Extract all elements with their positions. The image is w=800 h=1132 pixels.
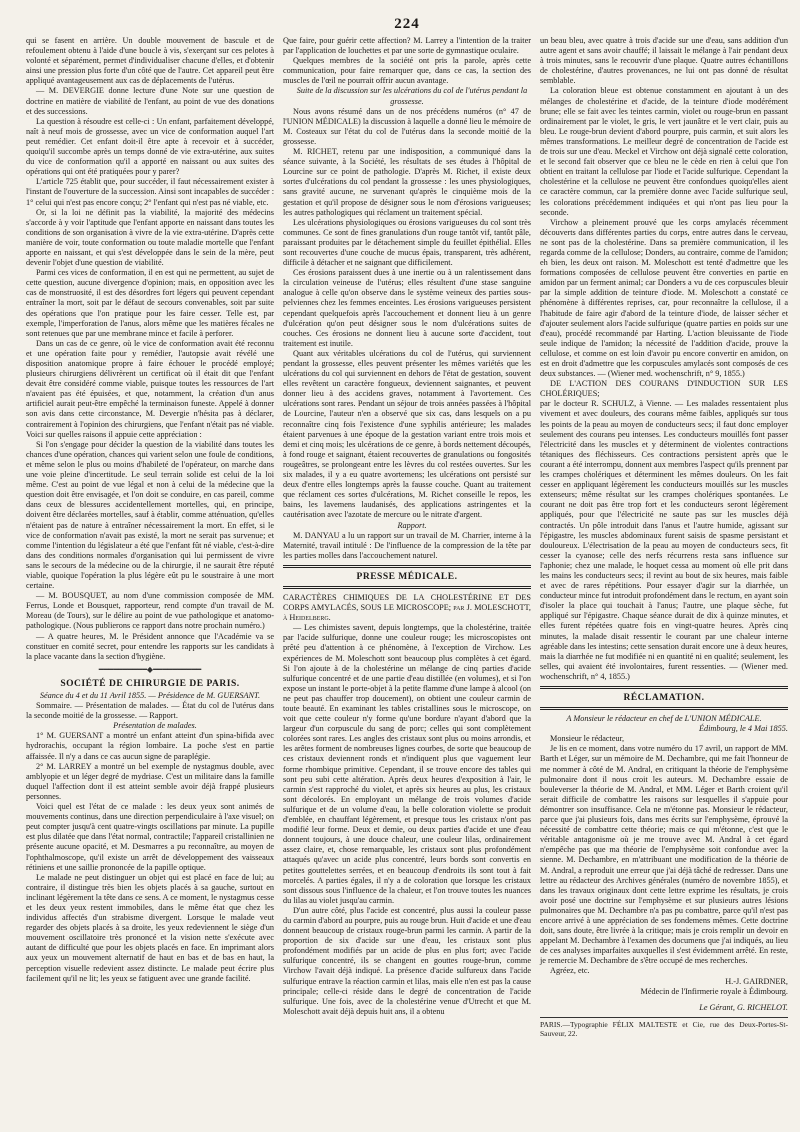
paragraph: Je lis en ce moment, dans votre numéro du 17 avril, un rapport de MM. Barth et Léger, sur un mémoire de M. Dechambre, qui me fait l'honneur de me nommer à côté de M. Andral, en critiquant la théorie de l'emphysème pulmonaire dont il nous croit les auteurs. M. Dechambre essaie de bouleverser la théorie de M. Andral, et MM. Léger et Barth croient qu'il serait difficile de combattre les raisons sur lesquelles il s'appuie pour démontrer son insuffisance. Cela ne m'étonne pas. Monsieur le rédacteur, parce que j'ai plusieurs fois, dans mes écrits sur l'emphysème, éprouvé la nécessité de combattre cette théorie; mais ce qui m'étonne, c'est que le véritable antagonisme où je me trouve avec M. Andral à cet égard n'empêche pas que ma théorie de l'emphysème soit confondue avec la sienne. M. Dechambre, en m'attribuant une modification de la théorie de M. Andral, a reproduit une erreur que j'ai déjà tâché de redresser. Dans une lettre au rédacteur des Archives générales (numéro de novembre 1855), et dans les travaux originaux dont cette lettre exprime les résultats, je crois avoir posé une doctrine sur l'emphysème et sur plusieurs autres lésions pulmonaires que M. Dechambre n'a pas pu combattre, parce qu'il n'est pas encore arrivé à une appréciation de ses fondemens mêmes. Cette doctrine doit, sans doute, être livrée à la critique; mais je crois remplir un devoir en appelant M. Dechambre à l'examen des documens que j'ai indiqués, au lieu de ces analyses imparfaites auxquelles il s'est évidemment arrêté. En reste, je remercie M. Dechambre de s'être occupé de mes recherches. xyxy=(540,744,788,966)
column-3 xyxy=(540,36,788,1038)
letter-place-date: Édimbourg, le 4 Mai 1855. xyxy=(698,724,788,734)
paragraph: Voici quel est l'état de ce malade : les deux yeux sont animés de mouvements continus, dans une direction perpendiculaire à l'axe visuel; on peut compter jusqu'à cent quatre-vingts oscillations par minute. La pupille est plus dilatée que dans l'état normal, contractile; l'appareil cristallinien ne présente aucune opacité, et M. Desmarres a pu reconnaître, au moyen de l'ophthalmoscope, qu'il existe un arrêt de développement des vaisseaux rétiniens et une saillie prononcée de la papille optique. xyxy=(26,802,274,872)
paragraph: L'article 725 établit que, pour succéder, il faut nécessairement exister à l'instant de l'ouverture de la succession. Ainsi sont incapables de succéder : 1° celui qui n'est pas encore conçu; 2° l'enfant qui n'est pas né viable, etc. xyxy=(26,177,274,207)
section-title: RÉCLAMATION. xyxy=(623,693,705,703)
summary: Sommaire. — Présentation de malades. — État du col de l'utérus dans la seconde moitié de la grossesse. — Rapport. xyxy=(26,701,274,721)
paragraph: Quant aux véritables ulcérations du col de l'utérus, qui surviennent pendant la grossesse, elles peuvent présenter les mêmes variétés que les ulcérations du col qui surviennent en dehors de l'état de gestation, souvent elles revêtent un caractère fongueux, deviennent saignantes, et peuvent donner lieu à des accidens graves, notamment à l'avortement. Ces ulcérations sont rares. Pendant un séjour de trois années passées à l'hôpital de Lourcine, l'auteur n'en a observé que six cas, dans lesquels on a pu reconnaître cinq fois l'existence d'une syphilis antérieure; les malades étaient parvenues à une époque de la gestation variant entre trois mois et demi et cinq mois; les ulcérations de ce genre, à bords nettement découpés, à fond rouge et saignant, étaient recouvertes de granulations ou fongosités rougeâtres, se prolongeant entre les lèvres du col restées ouvertes. Sur les six malades, il y a eu quatre avortemens; les ulcérations ont persisté sur deux d'entre elles longtemps après la fausse couche. Quant au traitement que réclament ces sortes d'ulcérations, M. Richet conseille le repos, les bains, les lavemens laudanisés, des applications astringentes et la cautérisation avec l'azotate de mercure ou le nitrate d'argent. xyxy=(283,348,531,520)
letter-salutation: Monsieur le rédacteur, xyxy=(550,734,625,744)
printer-footer: PARIS.—Typographie FÉLIX MALTESTE et Cie, rue des Deux-Portes-St-Sauveur, 22. xyxy=(540,1017,788,1038)
section-title: PRESSE MÉDICALE. xyxy=(356,571,458,582)
paragraph: D'un autre côté, plus l'acide est concentré, plus aussi la couleur passe du carmin d'abord au pourpre, puis au rouge brun. Huit d'acide et une d'eau donnent beaucoup de cristaux rouge-brun parmi les carmin. A partir de la proportion de six d'acide sur une d'eau, les cristaux sont plus profondément modifiés par un acide de plus en plus fort; avec l'acide sulfurique concentré, ils se changent en gouttes rouge-brun, comme Virchow l'avait déjà indiqué. La présence d'acide sulfureux dans l'acide sulfurique entrave la réaction carmin et lilas, mais elle n'en est pas la cause principale; celle-ci réside dans le degré de concentration de l'acide sulfurique. Une fois, avec de la cholestérine venue d'Utrecht et que M. Moleschott avait déjà depuis huit ans, il a obtenu xyxy=(283,905,531,1016)
letter-address: A Monsieur le rédacteur en chef de L'UNION MÉDICALE. xyxy=(566,714,762,724)
paragraph: — A quatre heures, M. le Président annonce que l'Académie va se constituer en comité secret, pour entendre les rapports sur les candidats à la place vacante dans la section d'hygiène. xyxy=(26,631,274,661)
paragraph: Si l'on s'engage pour décider la question de la viabilité dans toutes les chances d'une opération, chances qui varient selon une foule de conditions, et même selon le plus ou moins d'habileté de l'opérateur, on marche dans une voie pleine d'incertitude. Le seul terrain solide est celui de la loi même. C'est au point de vue légal et non à celui de la médecine que la question doit être envisagée, et l'on doit se conduire, en cas pareil, comme dans ceux de blessures accidentellement mortelles, qui, en principe, doivent être déclarées mortelles, sauf à établir, comme atténuation, qu'elles n'étaient pas de nature à entraîner nécessairement la mort. En effet, si le vice de conformation n'avait pas existé, la mort ne serait pas survenue; et comme l'intention du législateur a été que l'enfant fût né viable, c'est-à-dire dans des conditions normales d'organisation qui lui permissent de vivre sans le secours de la médecine ou de la chirurgie, il ne saurait être réputé viable, quoique l'opération la plus légère eût pu le soustraire à une mort certaine. xyxy=(26,439,274,591)
paragraph: Les ulcérations physiologiques ou érosions varigueuses du col sont très communes. Ce sont de fines granulations d'un rouge tantôt vif, tantôt pâle, paraissant produites par le détachement simple du feuillet épithélial. Elles sont recouvertes d'une couche de mucus épais, transparent, très adhérent, difficile à détacher et ne saignant que difficilement. xyxy=(283,217,531,268)
paragraph: — Les chimistes savent, depuis longtemps, que la cholestérine, traitée par l'acide sulfurique, donne une couleur rouge; les microscopistes ont prêté peu d'attention à ce phénomène, à l'exception de Virchow. Les expériences de M. Moleschott sont beaucoup plus complètes à cet égard. Si l'on ajoute à de la cholestérine un mélange de cinq parties d'acide sulfurique concentré et de une partie d'eau distillée (en volumes), et si l'on expose un instant le porte-objet à la petite flamme d'une lampe à alcool (on ne peut pas chauffer trop doucement), on obtient une couleur carmin de toute beauté. En examinant les tables cristallines sous le microscope, on voit que cette couleur n'y forme qu'une bordure n'ayant d'abord que la largeur d'un corpuscule du sang de porc; celles qui sont complètement colorées sont rares. Les angles des cristaux sont plus ou moins arrondis, et les arêtes forment de nombreuses lignes courbes, de sorte que beaucoup de ces cristaux deviennent ronds et n'indiquent plus que vaguement leur forme rhombique primitive. Cependant, il se trouve encore des tables qui sont peu subi cette altération. Après deux heures d'exposition à l'air, le carmin s'est rapproché du violet, et après six heures au plus, les cristaux sont décolorés. En employant un mélange de trois volumes d'acide sulfurique et de un volume d'eau, la belle coloration violette se produit d'emblée, en chauffant légèrement, et presque tous les cristaux n'ont pas modifié leur forme. Deux et demie, ou deux parties d'acide et une d'eau donnent toujours, à une douce chaleur, une couleur lilas, ordinairement assez claire, et, chose remarquable, les cristaux sont plus profondément attaqués qu'avec un acide plus concentré, leurs bords sont convertis en petites gouttelettes serrées, et en beaucoup d'endroits ils sont tout à fait morcelés. A parties égales, il n'y a de coloration que lorsque les cristaux sont dissous sous l'influence de la chaleur, et l'on trouve toutes les nuances du lilas au violet jusqu'au carmin. xyxy=(283,623,531,905)
subsection-title: Présentation de malades. xyxy=(113,721,197,731)
letter-signature-title: Médecin de l'Infirmerie royale à Édimbourg. xyxy=(640,986,788,996)
paragraph: qui se fasent en arrière. Un double mouvement de bascule et de refoulement obtenu à l'aide d'une boucle à vis, s'exerçant sur ces pelotes à volonté et séparément, permet d'individualiser chacune d'elles, et d'obtenir ainsi une pression plus forte d'un côté que de l'autre. Cet appareil peut être appliqué avantageusement aux cas de déplacements de l'utérus. xyxy=(26,36,274,86)
paragraph: La coloration bleue est obtenue constamment en ajoutant à un des mélanges de cholestérine et d'acide, de la teinture d'iode modérément brune; elle se fait avec les teintes carmin, violet ou rouge-brun en passant ordinairement par le violet, le gris, le vert jaunâtre et le vert clair, puis au bleu. Le rouge-brun devient d'abord pourpre, puis carmin, et suit alors les mêmes transformations. Le meilleur degré de concentration de l'acide est de trois sur une d'eau. Meckel et Virchow ont déjà signalé cette coloration, et le second fait observer que ce bleu ne le cède en rien à celui que l'on obtient en traitant la cellulose par l'iode et l'acide sulfurique. Cependant la cholestérine et la cellulose ne peuvent être confondues quoiqu'elles aient ce caractère commun, car la première donne avec l'acide sulfurique seul, les colorations précédemment indiquées et qui n'ont pas lieu pour la seconde. xyxy=(540,86,788,217)
article-title: CARACTÈRES CHIMIQUES DE LA CHOLESTÉRINE ET DES CORPS AMYLACÉS, SOUS LE MICROSCOPE; par J. MOLESCHOTT, à Heidelberg. xyxy=(283,592,531,623)
letter-signature: H.-J. GAIRDNER, xyxy=(725,976,788,986)
columns xyxy=(26,36,788,1038)
paragraph: Le malade ne peut distinguer un objet qui est placé en face de lui; au contraire, il distingue très bien les objets placés à sa gauche, surtout en inclinant légèrement la tête dans ce sens. A ce moment, le nystagmus cesse et les deux yeux restent immobiles, dans le même état que chez les individus affectés d'un strabisme divergent. Lorsque le malade veut regarder des objets placés à sa droite, les yeux redeviennent le siège d'un mouvement oscillatoire très prononcé et la vision nette s'exécute avec autant de difficulté que pour les objets placés en face. En imprimant alors aux yeux un mouvement alternatif de haut en bas et de bas en haut, la perception visuelle redevient assez distincte. Le malade peut écrire plus facilement qu'il ne lit; les yeux se fatiguent avec une grande facilité. xyxy=(26,872,274,983)
paragraph: Or, si la loi ne définit pas la viabilité, la majorité des médecins s'accorde à y voir l'aptitude que l'enfant apporte en naissant dans toutes les conditions de son organisation à vivre de la vie extra-utérine. D'après cette manière de voir, toute conformation ou toute maladie mortelle que l'enfant apporte en naissant, et qui s'est développée dans le sein de la mère, peut devenir l'objet d'une question de viabilité. xyxy=(26,207,274,268)
paragraph: Dans un cas de ce genre, où le vice de conformation avait été reconnu et une opération faite pour y remédier, l'autopsie avait révélé une disposition anatomique propre à faire échouer le procédé employé; plusieurs chirurgiens délivrèrent un certificat où il était dit que l'enfant devait être considéré comme viable, puisque toutes les ressources de l'art n'avaient pas été épuisées, et que, notamment, la création d'un anus artificiel aurait peut-être empêché la terminaison funeste. Appelé à donner son avis dans cette circonstance, M. Devergie n'hésita pas à déclarer, contrairement à l'opinion des chirurgiens, que l'enfant n'était pas né viable. Voici sur quelles raisons il appuie cette appréciation : xyxy=(26,338,274,439)
paragraph: Nous avons résumé dans un de nos précédens numéros (n° 47 de l'UNION MÉDICALE) la discussion à laquelle a donné lieu le mémoire de M. Costeaux sur l'état du col de l'utérus dans la seconde moitié de la grossesse. xyxy=(283,106,531,146)
article-title: DE L'ACTION DES COURANS D'INDUCTION SUR LES CHOLÉRIQUES; xyxy=(540,379,788,399)
ornament-divider: ━━━━━━━━━━◆━━━━━━━━━━ xyxy=(98,664,202,674)
paragraph: 2° M. LARREY a montré un bel exemple de nystagmus double, avec amblyopie et un léger degré de mydriase. C'est un militaire dans la famille duquel l'affection dont il est atteint semble avoir déjà frappé plusieurs personnes. xyxy=(26,761,274,801)
paragraph: Ces érosions paraissent dues à une inertie ou à un ralentissement dans la circulation veineuse de l'utérus; elles résultent d'une stase sanguine analogue à celle qu'on observe dans le système veineux des parties sous-pelviennes chez les femmes enceintes. Les érosions varigueuses persistent cependant quelquefois après l'accouchement et donnent lieu à un genre d'ulcération qu'on peut désigner sous le nom d'ulcérations suites de couches. Ces érosions ne donnent lieu à aucune sorte d'accident, tout traitement est inutile. xyxy=(283,268,531,348)
divider xyxy=(540,707,788,710)
gerant-line: Le Gérant, G. RICHELOT. xyxy=(699,1002,788,1012)
paragraph: M. DANYAU a lu un rapport sur un travail de M. Charrier, interne à la Maternité, travail intitulé : De l'influence de la compression de la tête par les parties molles dans l'accouchement naturel. xyxy=(283,530,531,560)
letter-close: Agréez, etc. xyxy=(550,966,590,976)
divider xyxy=(283,586,531,589)
section-title: SOCIÉTÉ DE CHIRURGIE DE PARIS. xyxy=(60,678,240,689)
paragraph: Virchow a pleinement prouvé que les corps amylacés récemment découverts dans différentes parties du corps, entre autres dans le cerveau, ne sont pas de la cholestérine. Dans sa première communication, il les regarda comme de la cellulose; Donders, au contraire, comme de l'amidon; eh bien, les deux ont raison. M. Moleschott est tenté d'admettre que les formations composées de cellulose peuvent être converties en partie en amidon par un ferment animal; car Donders a vu de ces corpuscules bleuir par la simple addition de teinture d'iode. M. Moleschott a constaté ce phénomène à différentes reprises, car, pour reconnaître la cellulose, il a l'habitude de faire agir d'abord de la teinture d'iode, de laisser sécher et d'ajouter seulement alors l'acide sulfurique (quatre parties en poids sur une d'eau), procédé recommandé par Harting. L'action bleuissante de l'iode seule indique de l'amidon; la nécessité de l'addition d'acide, prouve la cellulose, et comme on est loin d'avoir pu encore convertir en amidon, on est en droit d'admettre que les corpuscules amylacés sont composés de ces deux substances. — (Wiener med. wochenschrift, n° 9, 1855.) xyxy=(540,217,788,379)
paragraph: un beau bleu, avec quatre à trois d'acide sur une d'eau, sans addition d'un autre agent et sans avoir chauffé; il laissait le mélange à l'air pendant deux à trois minutes, sans le recouvrir d'une plaque. Quatre autres échantillons de cholestérine, d'autres provenances, ne lui ont pas donné de résultat semblable. xyxy=(540,36,788,86)
subsection-title: Rapport. xyxy=(397,520,427,530)
paragraph: — M. BOUSQUET, au nom d'une commission composée de MM. Ferrus, Londe et Bousquet, rapporteur, rend compte d'un travail de M. Moreau (de Tours), sur le délire au point de vue pathologique et anatomo-pathologique. (Nous publierons ce rapport dans notre prochain numéro.) xyxy=(26,591,274,631)
page-number: 224 xyxy=(394,16,420,32)
column-1 xyxy=(26,36,274,1038)
paragraph: Parmi ces vices de conformation, il en est qui ne permettent, au sujet de cette question, aucune divergence d'opinion; mais, en opposition avec les cas de monstruosité, il est des désordres fort légers qui peuvent cependant entraîner la mort, soit par le défaut de secours convenables, soit par suite des opérations que l'on pratique pour les faire cesser. Telle est, par exemple, l'imperforation de l'anus, alors même que les matières fécales ne sont retenues que par une membrane mince et facile à perforer. xyxy=(26,268,274,338)
paragraph: — M. DEVERGIE donne lecture d'une Note sur une question de doctrine en matière de viabilité de l'enfant, au point de vue des donations et des successions. xyxy=(26,86,274,116)
subsection-title: Suite de la discussion sur les ulcérations du col de l'utérus pendant la grossesse. xyxy=(296,86,528,106)
paragraph: 1° M. GUERSANT a montré un enfant atteint d'un spina-bifida avec hydrorachis, occupant la région lombaire. La poche s'est en partie affaissée. Il n'y a dans ce cas aucun signe de paraplégie. xyxy=(26,731,274,761)
paragraph: Quelques membres de la société ont pris la parole, après cette communication, pour faire remarquer que, dans ce cas, la section des muscles de l'œil ne pourrait offrir aucun avantage. xyxy=(283,56,531,86)
paragraph: par le docteur R. SCHULZ, à Vienne. — Les malades ressentaient plus vivement et avec douleurs, des courans même faibles, appliqués sur tous les points de la peau au moyen de conducteurs secs; il faut donc employer seulement des courans peu intenses. Les conducteurs mouillés font passer l'électricité dans les muscles et y déterminent de violentes contractions tétaniques des fléchisseurs. Ces contractions persistent après que le courant a été interrompu, donnent aux membres l'aspect qu'ils prennent par les crampes cholériques et déterminent les mêmes douleurs. On les fait cesser en appliquant légèrement les conducteurs mouillés sur les muscles extenseurs; même résultat sur les crampes cholériques spontanées. Le courant ne doit pas être trop fort et les conducteurs seront légèrement appliqués, pour que l'électricité ne saute pas sur les muscles déjà contractés. Un pôle introduit dans l'anus et l'autre humide, agissant sur l'épigastre, les muscles abdominaux furent saisis de spasme persistant et douloureux. L'électrisation de la peau au moyen de conducteurs secs, fit cesser la cyanose; celle des nerfs récurrens resta sans influence sur l'aphonie; chez une malade, le hoquet cessa au moment où elle prit dans les mains les conducteurs secs; il revint au bout de six heures, mais faible et avec de rares répétitions. Pour essayer d'agir sur la diarrhée, un conducteur mince fut introduit profondément dans le rectum, en ayant soin d'isoler la place qui touchait à l'anus; l'autre, une plaque sèche, fut appliqué sur l'épigastre. Chaque séance durait de dix à quinze minutes, et elles furent répétées quatre fois en vingt-quatre heures. Après cinq minutes, la malade disait ressentir le courant par une chaleur interne agréable dans les intestins; cette sensation durait encore une à deux heures, mais la diarrhée ne fut modifiée ni en quantité ni en qualité; seulement, les selles, qui avaient été involontaires, furent ressenties. — (Wiener med. wochenschrift, n° 4, 1855.) xyxy=(540,399,788,681)
column-2 xyxy=(283,36,531,1038)
divider xyxy=(540,686,788,689)
session-line: Séance du 4 et du 11 Avril 1855. — Présidence de M. GUERSANT. xyxy=(39,691,261,700)
divider xyxy=(283,565,531,568)
paragraph: La question à résoudre est celle-ci : Un enfant, parfaitement développé, naît à neuf mois de grossesse, avec un vice de conformation auquel l'art peut remédier. Cet enfant doit-il être apte à recevoir et à succéder, quoiqu'il succombe après un temps donné de vie extra-utérine, aux suites du vice de conformation qu'il a apporté en naissant ou aux suites des opérations qui ont été pratiquées pour y parer? xyxy=(26,116,274,177)
paragraph: Que faire, pour guérir cette affection? M. Larrey a l'intention de la traiter par l'application de louchettes et par une sorte de gymnastique oculaire. xyxy=(283,36,531,56)
paragraph: M. RICHET, retenu par une indisposition, a communiqué dans la séance suivante, à la Société, les résultats de ses études à l'hôpital de Lourcine sur ce point de pathologie. D'après M. Richet, il existe deux sortes d'ulcérations du col pendant la grossesse : les unes physiologiques, sans gravité aucune, ne survenant qu'après le cinquième mois de la gestation et qu'il propose de désigner sous le nom d'érosions varigueuses; les autres pathologiques qui réclament un traitement spécial. xyxy=(283,147,531,217)
